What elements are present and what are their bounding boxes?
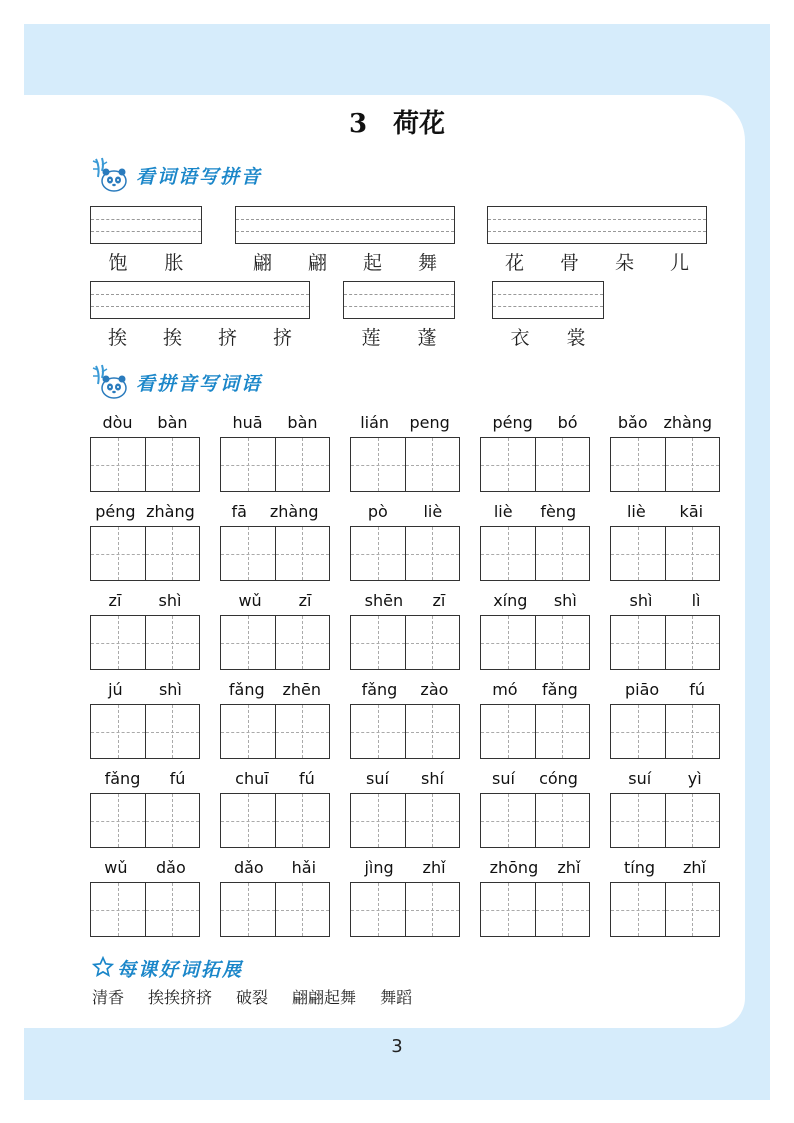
- writing-cell[interactable]: [665, 705, 720, 758]
- character-writing-box[interactable]: [90, 437, 200, 492]
- writing-cell[interactable]: [275, 616, 330, 669]
- pinyin-prompt: [480, 769, 590, 788]
- word-char: 骨: [559, 252, 579, 274]
- writing-cell[interactable]: [405, 438, 460, 491]
- character-writing-box[interactable]: [480, 526, 590, 581]
- pinyin-prompt: [610, 769, 720, 788]
- writing-cell[interactable]: [221, 438, 275, 491]
- pinyin-syllable: fā: [231, 502, 247, 521]
- writing-cell[interactable]: [405, 705, 460, 758]
- character-writing-box[interactable]: [610, 437, 720, 492]
- expansion-word: 翩翩起舞: [292, 988, 357, 1007]
- writing-cell[interactable]: [611, 794, 665, 847]
- pinyin-answer-box[interactable]: [235, 206, 455, 244]
- pinyin-prompt: [350, 591, 460, 610]
- writing-cell[interactable]: [665, 883, 720, 936]
- pinyin-syllable: tíng: [624, 858, 656, 877]
- pinyin-prompt: [610, 858, 720, 877]
- writing-cell[interactable]: [405, 883, 460, 936]
- word-char: 挤: [272, 327, 292, 349]
- pinyin-syllable: lì: [691, 591, 701, 610]
- pinyin-syllable: zī: [298, 591, 312, 610]
- pinyin-prompt: [480, 680, 590, 699]
- character-writing-box[interactable]: [220, 615, 330, 670]
- pinyin-syllable: fǎng: [542, 680, 578, 699]
- writing-cell[interactable]: [665, 527, 720, 580]
- writing-cell[interactable]: [481, 794, 535, 847]
- writing-cell[interactable]: [351, 616, 405, 669]
- writing-cell[interactable]: [221, 705, 275, 758]
- pinyin-answer-box[interactable]: [90, 281, 310, 319]
- pinyin-syllable: péng: [492, 413, 533, 432]
- pinyin-syllable: shí: [421, 769, 444, 788]
- page-title: 3 荷花: [348, 109, 446, 139]
- pinyin-prompt: [350, 502, 460, 521]
- writing-cell[interactable]: [611, 616, 665, 669]
- pinyin-prompt: [480, 591, 590, 610]
- writing-cell[interactable]: [405, 527, 460, 580]
- pinyin-syllable: jú: [108, 680, 123, 699]
- page-number: 3: [391, 1036, 403, 1057]
- pinyin-prompt: [350, 769, 460, 788]
- writing-cell[interactable]: [665, 438, 720, 491]
- expansion-word-list: [92, 985, 412, 1008]
- expansion-word: 舞蹈: [380, 988, 413, 1007]
- word-char: 挨: [107, 327, 127, 349]
- character-writing-box[interactable]: [90, 882, 200, 937]
- pinyin-syllable: piāo: [625, 680, 660, 699]
- word-char: 蓬: [417, 327, 437, 349]
- pinyin-prompt: [220, 680, 330, 699]
- section-heading-write-words: [90, 364, 262, 400]
- character-writing-box[interactable]: [610, 704, 720, 759]
- writing-cell[interactable]: [535, 527, 590, 580]
- writing-cell[interactable]: [221, 883, 275, 936]
- character-writing-box[interactable]: [610, 615, 720, 670]
- pinyin-syllable: dǎo: [155, 858, 186, 877]
- word-char: 儿: [669, 252, 689, 274]
- pinyin-prompt: [90, 680, 200, 699]
- star-outline-icon: [92, 956, 114, 982]
- writing-cell[interactable]: [481, 527, 535, 580]
- character-writing-box[interactable]: [90, 704, 200, 759]
- section-heading-text: 每课好词拓展: [117, 959, 244, 981]
- pinyin-syllable: fú: [689, 680, 705, 699]
- pinyin-prompt: [480, 858, 590, 877]
- word-characters: [235, 248, 455, 275]
- writing-cell[interactable]: [275, 794, 330, 847]
- pinyin-syllable: fǎng: [104, 769, 141, 788]
- character-writing-box[interactable]: [480, 704, 590, 759]
- word-characters: [343, 323, 455, 350]
- writing-cell[interactable]: [91, 794, 145, 847]
- character-writing-box[interactable]: [480, 793, 590, 848]
- pinyin-syllable: fú: [169, 769, 186, 788]
- pinyin-prompt: [610, 680, 720, 699]
- writing-cell[interactable]: [481, 616, 535, 669]
- character-writing-box[interactable]: [90, 793, 200, 848]
- pinyin-prompt: [610, 502, 720, 521]
- writing-cell[interactable]: [351, 794, 405, 847]
- pinyin-syllable: mó: [492, 680, 518, 699]
- pinyin-syllable: zhàng: [269, 502, 319, 521]
- pinyin-syllable: pò: [367, 502, 388, 521]
- pinyin-prompt: [90, 769, 200, 788]
- writing-cell[interactable]: [145, 438, 200, 491]
- character-writing-box[interactable]: [220, 882, 330, 937]
- pinyin-syllable: fú: [299, 769, 315, 788]
- pinyin-prompt: [610, 591, 720, 610]
- pinyin-prompt: [480, 502, 590, 521]
- pinyin-syllable: chuī: [235, 769, 269, 788]
- writing-cell[interactable]: [535, 438, 590, 491]
- writing-cell[interactable]: [91, 883, 145, 936]
- pinyin-syllable: zhēn: [282, 680, 322, 699]
- pinyin-syllable: zhàng: [663, 413, 713, 432]
- writing-cell[interactable]: [535, 883, 590, 936]
- writing-cell[interactable]: [535, 705, 590, 758]
- word-char: 饱: [108, 252, 128, 274]
- character-writing-box[interactable]: [480, 437, 590, 492]
- writing-cell[interactable]: [665, 794, 720, 847]
- writing-cell[interactable]: [221, 616, 275, 669]
- pinyin-syllable: bǎo: [617, 413, 648, 432]
- writing-cell[interactable]: [145, 527, 200, 580]
- pinyin-syllable: shì: [158, 591, 182, 610]
- writing-cell[interactable]: [145, 883, 200, 936]
- character-writing-box[interactable]: [220, 526, 330, 581]
- pinyin-syllable: xíng: [493, 591, 528, 610]
- character-writing-box[interactable]: [610, 793, 720, 848]
- pinyin-prompt: [480, 413, 590, 432]
- pinyin-syllable: hǎi: [291, 858, 317, 877]
- word-char: 挤: [217, 327, 237, 349]
- character-writing-box[interactable]: [90, 615, 200, 670]
- pinyin-syllable: liè: [626, 502, 646, 521]
- pinyin-syllable: kāi: [679, 502, 704, 521]
- writing-cell[interactable]: [611, 527, 665, 580]
- writing-cell[interactable]: [351, 883, 405, 936]
- pinyin-syllable: shì: [629, 591, 653, 610]
- writing-cell[interactable]: [91, 705, 145, 758]
- pinyin-syllable: fǎng: [361, 680, 398, 699]
- writing-cell[interactable]: [91, 438, 145, 491]
- pinyin-syllable: fèng: [540, 502, 577, 521]
- pinyin-syllable: bó: [557, 413, 578, 432]
- pinyin-syllable: shì: [158, 680, 182, 699]
- word-char: 朵: [614, 252, 634, 274]
- character-writing-box[interactable]: [350, 615, 460, 670]
- word-char: 起: [362, 252, 382, 274]
- expansion-word: 清香: [92, 988, 125, 1007]
- writing-cell[interactable]: [275, 883, 330, 936]
- section-heading-text: 看词语写拼音: [136, 165, 263, 188]
- word-char: 衣: [510, 327, 530, 349]
- writing-cell[interactable]: [145, 616, 200, 669]
- character-writing-box[interactable]: [220, 793, 330, 848]
- word-char: 舞: [417, 252, 437, 274]
- word-characters: [487, 248, 707, 275]
- pinyin-syllable: wǔ: [238, 591, 262, 610]
- word-char: 翩: [252, 252, 272, 274]
- pinyin-answer-box[interactable]: [343, 281, 455, 319]
- writing-cell[interactable]: [535, 616, 590, 669]
- character-writing-box[interactable]: [220, 704, 330, 759]
- pinyin-syllable: zī: [108, 591, 122, 610]
- pinyin-prompt: [220, 502, 330, 521]
- pinyin-syllable: suí: [366, 769, 389, 788]
- pinyin-prompt: [90, 591, 200, 610]
- word-char: 花: [504, 252, 524, 274]
- word-characters: [90, 248, 202, 275]
- writing-cell[interactable]: [275, 438, 330, 491]
- writing-cell[interactable]: [275, 705, 330, 758]
- word-characters: [90, 323, 310, 350]
- pinyin-prompt: [220, 858, 330, 877]
- writing-cell[interactable]: [351, 438, 405, 491]
- section-heading-word-expansion: [92, 955, 243, 982]
- pinyin-syllable: dòu: [102, 413, 133, 432]
- writing-cell[interactable]: [351, 705, 405, 758]
- pinyin-syllable: bàn: [157, 413, 188, 432]
- writing-cell[interactable]: [665, 616, 720, 669]
- pinyin-prompt: [90, 413, 200, 432]
- writing-cell[interactable]: [405, 616, 460, 669]
- pinyin-prompt: [220, 591, 330, 610]
- word-char: 胀: [164, 252, 184, 274]
- pinyin-prompt: [350, 858, 460, 877]
- word-char: 莲: [361, 327, 381, 349]
- pinyin-prompt: [90, 502, 200, 521]
- character-writing-box[interactable]: [350, 793, 460, 848]
- character-writing-box[interactable]: [610, 526, 720, 581]
- word-char: 挨: [162, 327, 182, 349]
- word-characters: [492, 323, 604, 350]
- pinyin-syllable: jìng: [364, 858, 394, 877]
- pinyin-syllable: zhǐ: [422, 858, 446, 877]
- writing-cell[interactable]: [481, 705, 535, 758]
- character-writing-box[interactable]: [350, 526, 460, 581]
- pinyin-syllable: zhǐ: [557, 858, 581, 877]
- pinyin-answer-box[interactable]: [487, 206, 707, 244]
- expansion-word: 挨挨挤挤: [148, 988, 213, 1007]
- pinyin-syllable: zào: [420, 680, 449, 699]
- writing-cell[interactable]: [221, 794, 275, 847]
- pinyin-syllable: bàn: [287, 413, 318, 432]
- character-writing-box[interactable]: [350, 882, 460, 937]
- expansion-word: 破裂: [236, 988, 269, 1007]
- pinyin-prompt: [350, 680, 460, 699]
- pinyin-prompt: [610, 413, 720, 432]
- pinyin-syllable: dǎo: [233, 858, 264, 877]
- word-char: 翩: [307, 252, 327, 274]
- word-char: 裳: [566, 327, 586, 349]
- writing-cell[interactable]: [91, 527, 145, 580]
- pinyin-prompt: [90, 858, 200, 877]
- pinyin-syllable: liè: [423, 502, 443, 521]
- pinyin-syllable: suí: [492, 769, 515, 788]
- pinyin-prompt: [220, 769, 330, 788]
- pinyin-syllable: péng: [95, 502, 136, 521]
- writing-cell[interactable]: [611, 883, 665, 936]
- pinyin-syllable: wǔ: [104, 858, 128, 877]
- writing-cell[interactable]: [351, 527, 405, 580]
- pinyin-syllable: zī: [432, 591, 446, 610]
- pinyin-syllable: fǎng: [228, 680, 265, 699]
- section-heading-text: 看拼音写词语: [136, 372, 263, 395]
- character-writing-box[interactable]: [220, 437, 330, 492]
- writing-cell[interactable]: [611, 438, 665, 491]
- pinyin-prompt: [220, 413, 330, 432]
- pinyin-syllable: yì: [687, 769, 702, 788]
- writing-cell[interactable]: [481, 883, 535, 936]
- writing-cell[interactable]: [221, 527, 275, 580]
- character-writing-box[interactable]: [90, 526, 200, 581]
- pinyin-syllable: zhǐ: [683, 858, 706, 877]
- character-writing-box[interactable]: [350, 704, 460, 759]
- writing-cell[interactable]: [145, 705, 200, 758]
- pinyin-answer-box[interactable]: [90, 206, 202, 244]
- pinyin-syllable: zhàng: [146, 502, 195, 521]
- pinyin-syllable: cóng: [539, 769, 578, 788]
- pinyin-syllable: liè: [493, 502, 513, 521]
- writing-cell[interactable]: [611, 705, 665, 758]
- section-heading-write-pinyin: [90, 157, 262, 193]
- pinyin-syllable: shēn: [364, 591, 404, 610]
- pinyin-syllable: suí: [628, 769, 652, 788]
- pinyin-syllable: peng: [409, 413, 450, 432]
- character-writing-box[interactable]: [480, 615, 590, 670]
- pinyin-prompt: [350, 413, 460, 432]
- pinyin-answer-box[interactable]: [492, 281, 604, 319]
- writing-cell[interactable]: [275, 527, 330, 580]
- character-writing-box[interactable]: [610, 882, 720, 937]
- character-writing-box[interactable]: [350, 437, 460, 492]
- writing-cell[interactable]: [91, 616, 145, 669]
- writing-cell[interactable]: [405, 794, 460, 847]
- panda-bamboo-icon: [90, 364, 130, 400]
- panda-bamboo-icon: [90, 157, 130, 193]
- writing-cell[interactable]: [145, 794, 200, 847]
- pinyin-syllable: shì: [553, 591, 577, 610]
- character-writing-box[interactable]: [480, 882, 590, 937]
- writing-cell[interactable]: [481, 438, 535, 491]
- pinyin-syllable: zhōng: [489, 858, 539, 877]
- writing-cell[interactable]: [535, 794, 590, 847]
- pinyin-syllable: lián: [360, 413, 390, 432]
- pinyin-syllable: huā: [232, 413, 263, 432]
